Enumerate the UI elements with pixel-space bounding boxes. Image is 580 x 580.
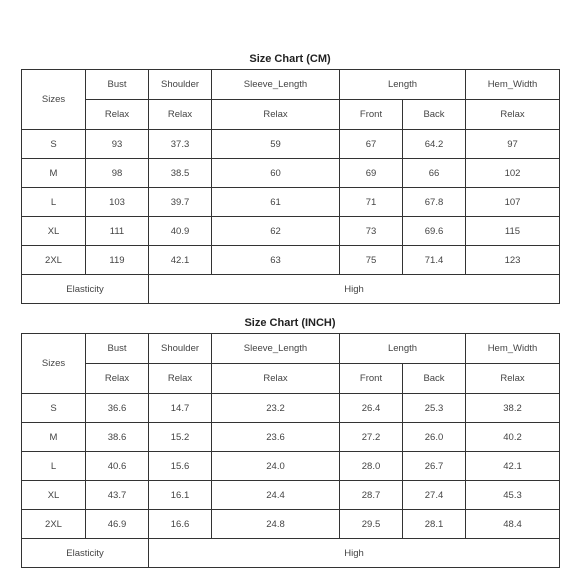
subheader-relax: Relax (466, 364, 560, 394)
cell-hem: 115 (466, 217, 560, 246)
cell-sleeve: 24.4 (212, 481, 340, 510)
cell-hem: 38.2 (466, 394, 560, 423)
cell-back: 66 (403, 159, 466, 188)
cell-front: 28.0 (340, 452, 403, 481)
table-row (22, 217, 560, 246)
cell-front: 71 (340, 188, 403, 217)
cell-bust: 98 (86, 159, 149, 188)
subheader-relax: Relax (212, 100, 340, 130)
cell-front: 75 (340, 246, 403, 275)
subheader-relax: Relax (86, 364, 149, 394)
cell-shoulder: 38.5 (149, 159, 212, 188)
cell-hem: 102 (466, 159, 560, 188)
cell-front: 27.2 (340, 423, 403, 452)
cell-size: M (22, 423, 86, 452)
elasticity-row (22, 539, 560, 568)
cell-sleeve: 23.6 (212, 423, 340, 452)
cell-back: 67.8 (403, 188, 466, 217)
header-shoulder: Shoulder (149, 70, 212, 100)
table-row (22, 452, 560, 481)
header-hem-width: Hem_Width (466, 70, 560, 100)
cell-sleeve: 24.8 (212, 510, 340, 539)
cell-bust: 46.9 (86, 510, 149, 539)
elasticity-label: Elasticity (22, 539, 149, 568)
cell-sleeve: 59 (212, 130, 340, 159)
cell-back: 27.4 (403, 481, 466, 510)
subheader-relax: Relax (149, 100, 212, 130)
cell-front: 26.4 (340, 394, 403, 423)
cell-shoulder: 16.1 (149, 481, 212, 510)
subheader-front: Front (340, 100, 403, 130)
cell-shoulder: 14.7 (149, 394, 212, 423)
header-sleeve-length: Sleeve_Length (212, 70, 340, 100)
header-hem-width: Hem_Width (466, 334, 560, 364)
subheader-relax: Relax (466, 100, 560, 130)
table-row (22, 423, 560, 452)
header-sizes: Sizes (22, 334, 86, 394)
elasticity-value: High (149, 275, 560, 304)
cell-back: 28.1 (403, 510, 466, 539)
subheader-back: Back (403, 364, 466, 394)
cell-hem: 42.1 (466, 452, 560, 481)
cell-bust: 40.6 (86, 452, 149, 481)
cell-hem: 97 (466, 130, 560, 159)
size-table (21, 69, 560, 304)
cell-shoulder: 39.7 (149, 188, 212, 217)
subheader-relax: Relax (149, 364, 212, 394)
cell-size: 2XL (22, 510, 86, 539)
cell-shoulder: 16.6 (149, 510, 212, 539)
table-row (22, 394, 560, 423)
cell-front: 29.5 (340, 510, 403, 539)
subheader-relax: Relax (212, 364, 340, 394)
chart-title: Size Chart (CM) (249, 53, 331, 65)
cell-bust: 103 (86, 188, 149, 217)
cell-size: XL (22, 217, 86, 246)
table-row (22, 246, 560, 275)
header-bust: Bust (86, 70, 149, 100)
cell-back: 25.3 (403, 394, 466, 423)
cell-back: 26.7 (403, 452, 466, 481)
cell-size: XL (22, 481, 86, 510)
cell-bust: 38.6 (86, 423, 149, 452)
cell-bust: 111 (86, 217, 149, 246)
cell-shoulder: 15.2 (149, 423, 212, 452)
cell-front: 28.7 (340, 481, 403, 510)
cell-hem: 48.4 (466, 510, 560, 539)
subheader-relax: Relax (86, 100, 149, 130)
table-row (22, 130, 560, 159)
cell-back: 26.0 (403, 423, 466, 452)
size-chart-cm (21, 49, 559, 304)
subheader-front: Front (340, 364, 403, 394)
cell-bust: 119 (86, 246, 149, 275)
header-shoulder: Shoulder (149, 334, 212, 364)
cell-sleeve: 60 (212, 159, 340, 188)
cell-size: L (22, 188, 86, 217)
cell-front: 73 (340, 217, 403, 246)
cell-back: 69.6 (403, 217, 466, 246)
cell-front: 67 (340, 130, 403, 159)
cell-bust: 36.6 (86, 394, 149, 423)
header-sleeve-length: Sleeve_Length (212, 334, 340, 364)
elasticity-value: High (149, 539, 560, 568)
cell-sleeve: 61 (212, 188, 340, 217)
cell-hem: 107 (466, 188, 560, 217)
cell-hem: 40.2 (466, 423, 560, 452)
elasticity-label: Elasticity (22, 275, 149, 304)
cell-sleeve: 63 (212, 246, 340, 275)
header-length: Length (340, 334, 466, 364)
table-row (22, 188, 560, 217)
table-row (22, 481, 560, 510)
cell-shoulder: 37.3 (149, 130, 212, 159)
size-table (21, 333, 560, 568)
table-row (22, 159, 560, 188)
cell-size: L (22, 452, 86, 481)
cell-back: 71.4 (403, 246, 466, 275)
cell-size: M (22, 159, 86, 188)
cell-back: 64.2 (403, 130, 466, 159)
elasticity-row (22, 275, 560, 304)
header-sizes: Sizes (22, 70, 86, 130)
cell-shoulder: 42.1 (149, 246, 212, 275)
cell-sleeve: 24.0 (212, 452, 340, 481)
cell-size: S (22, 394, 86, 423)
cell-hem: 123 (466, 246, 560, 275)
header-length: Length (340, 70, 466, 100)
cell-size: S (22, 130, 86, 159)
cell-shoulder: 40.9 (149, 217, 212, 246)
cell-bust: 93 (86, 130, 149, 159)
cell-bust: 43.7 (86, 481, 149, 510)
cell-sleeve: 62 (212, 217, 340, 246)
size-chart-inch (21, 313, 559, 568)
cell-sleeve: 23.2 (212, 394, 340, 423)
table-row (22, 510, 560, 539)
chart-title: Size Chart (INCH) (244, 317, 336, 329)
cell-size: 2XL (22, 246, 86, 275)
cell-front: 69 (340, 159, 403, 188)
subheader-back: Back (403, 100, 466, 130)
cell-hem: 45.3 (466, 481, 560, 510)
cell-shoulder: 15.6 (149, 452, 212, 481)
header-bust: Bust (86, 334, 149, 364)
